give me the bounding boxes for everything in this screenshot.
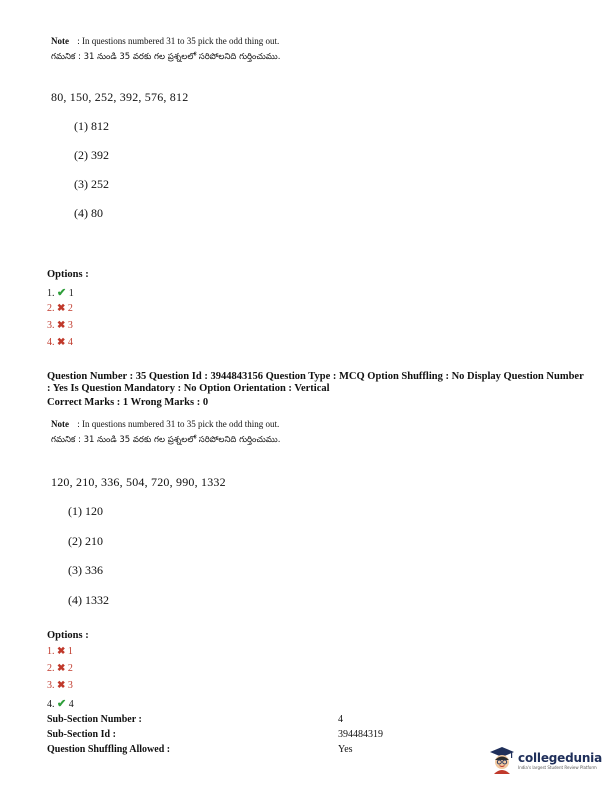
option-row [47, 680, 73, 691]
choice-1: (1) 120 [68, 504, 103, 518]
cross-icon: ✖ [57, 646, 66, 657]
option-row [47, 320, 73, 331]
option-value: 1 [68, 288, 74, 299]
option-row [47, 337, 73, 348]
option-number: 2. [47, 303, 55, 314]
logo-brand: collegedunia [518, 750, 602, 765]
number-series: 120, 210, 336, 504, 720, 990, 1332 [51, 475, 226, 489]
number-series: 80, 150, 252, 392, 576, 812 [51, 90, 189, 104]
option-number: 2. [47, 663, 55, 674]
option-row [47, 286, 74, 299]
cross-icon: ✖ [57, 663, 66, 674]
option-number: 4. [47, 699, 55, 710]
note-text: : In questions numbered 31 to 35 pick the odd thing out. [77, 36, 280, 46]
option-value: 2 [67, 663, 73, 674]
option-value: 4 [68, 699, 74, 710]
choice-4: (4) 1332 [68, 593, 109, 607]
options-title: Options : [47, 630, 89, 641]
option-number: 1. [47, 646, 55, 657]
option-number: 1. [47, 288, 55, 299]
telugu-note: గమనిక : 31 నుండి 35 వరకు గల ప్రశ్నలలో సరిపోలనిది గుర్తించుము. [51, 435, 281, 445]
options-title: Options : [47, 269, 89, 280]
subsection-number-value: 4 [338, 714, 343, 725]
shuffle-value: Yes [338, 744, 353, 755]
collegedunia-logo[interactable] [489, 746, 602, 774]
note-label: Note [51, 419, 69, 429]
telugu-note: గమనిక : 31 నుండి 35 వరకు గల ప్రశ్నలలో సరిపోలనిది గుర్తించుము. [51, 52, 281, 62]
choice-1: (1) 812 [74, 119, 109, 133]
option-value: 3 [67, 320, 73, 331]
option-value: 4 [67, 337, 73, 348]
note-text: : In questions numbered 31 to 35 pick the odd thing out. [77, 419, 280, 429]
option-row [47, 646, 73, 657]
option-row [47, 663, 73, 674]
choice-2: (2) 210 [68, 534, 103, 548]
check-icon: ✔ [57, 698, 67, 710]
note-label: Note [51, 36, 69, 46]
choice-3: (3) 336 [68, 563, 103, 577]
choice-4: (4) 80 [74, 206, 103, 220]
option-number: 4. [47, 337, 55, 348]
choice-2: (2) 392 [74, 148, 109, 162]
check-icon: ✔ [57, 287, 67, 299]
option-row [47, 697, 74, 710]
choice-3: (3) 252 [74, 177, 109, 191]
option-value: 2 [67, 303, 73, 314]
shuffle-label: Question Shuffling Allowed : [47, 744, 171, 755]
subsection-id-label: Sub-Section Id : [47, 729, 116, 740]
cross-icon: ✖ [57, 680, 66, 691]
question-header: Question Number : 35 Question Id : 3944843156 Question Type : MCQ Option Shuffling : No Display Question Number : Yes Is Question Mandatory : No Option Orientation : Vertical [47, 371, 584, 394]
subsection-id-value: 394484319 [338, 729, 383, 740]
logo-tagline: India's largest Student Review Platform [518, 764, 597, 770]
note-line [51, 36, 279, 46]
option-value: 1 [67, 646, 73, 657]
option-row [47, 303, 73, 314]
note-line [51, 419, 279, 429]
question-marks: Correct Marks : 1 Wrong Marks : 0 [47, 397, 209, 408]
graduate-mascot-icon [489, 746, 515, 774]
cross-icon: ✖ [57, 337, 66, 348]
option-value: 3 [67, 680, 73, 691]
cross-icon: ✖ [57, 303, 66, 314]
subsection-number-label: Sub-Section Number : [47, 714, 142, 725]
option-number: 3. [47, 680, 55, 691]
option-number: 3. [47, 320, 55, 331]
cross-icon: ✖ [57, 320, 66, 331]
